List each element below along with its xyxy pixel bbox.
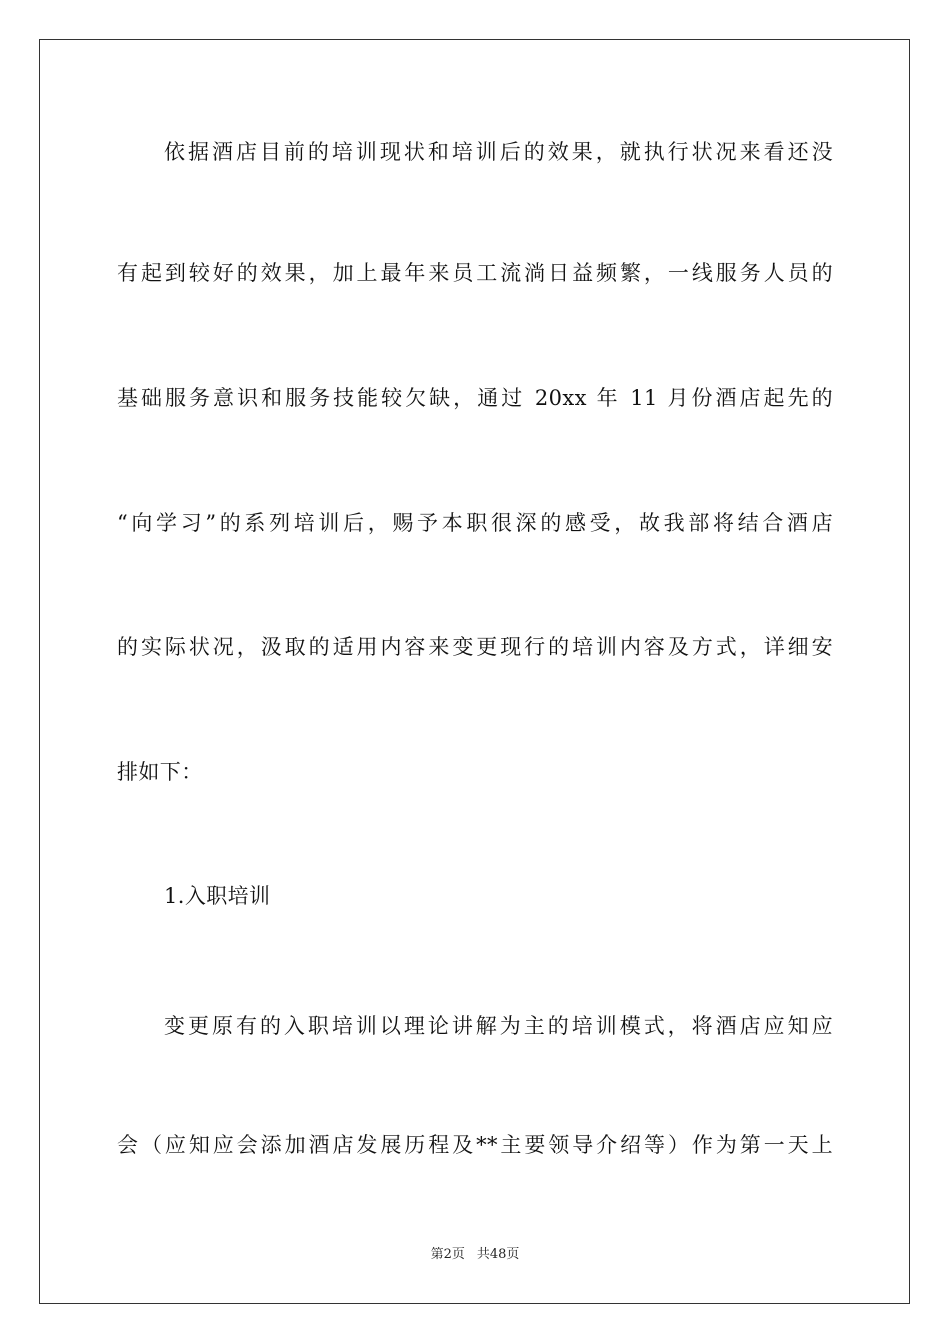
paragraph-line: 变更原有的入职培训以理论讲解为主的培训模式，将酒店应知应 [164,1014,833,1038]
section-heading: 1.入职培训 [164,884,271,908]
page-total: 共48页 [476,1247,520,1262]
paragraph-line: 依据酒店目前的培训现状和培训后的效果，就执行状况来看还没 [164,140,833,164]
paragraph-line: 排如下： [117,760,203,784]
paragraph-line: “向学习”的系列培训后，赐予本职很深的感受，故我部将结合酒店 [117,511,833,535]
page-number: 第2页 [430,1247,465,1262]
paragraph-line: 会（应知应会添加酒店发展历程及**主要领导介绍等）作为第一天上 [117,1133,833,1157]
page-footer [0,1246,950,1264]
paragraph-line: 的实际状况，汲取的适用内容来变更现行的培训内容及方式，详细安 [117,635,833,659]
paragraph-line: 有起到较好的效果，加上最年来员工流淌日益频繁，一线服务人员的 [117,261,833,285]
page-border [39,39,910,1304]
paragraph-line: 基础服务意识和服务技能较欠缺，通过 20xx 年 11 月份酒店起先的 [117,386,833,410]
